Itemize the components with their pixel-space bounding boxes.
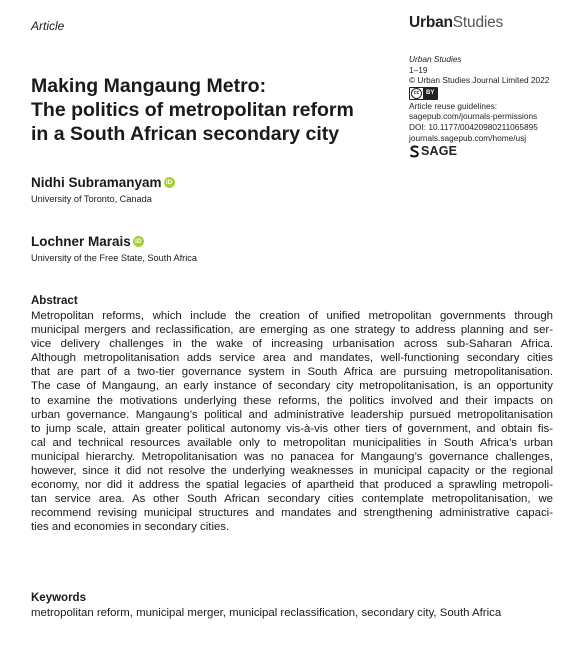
journal-brand-bold: Urban bbox=[409, 14, 453, 31]
meta-doi[interactable]: DOI: 10.1177/00420980211065895 bbox=[409, 121, 538, 132]
article-metadata bbox=[409, 54, 579, 158]
abstract-line: Metropolitan reforms, which include the creation of unified metropolitan governments through bbox=[31, 310, 553, 322]
abstract-line: tan service area. As other South African secondary cities contemplate metropolitanisation, we bbox=[31, 493, 553, 506]
orcid-icon[interactable]: iD bbox=[164, 177, 175, 188]
cc-by-icon: BY bbox=[423, 88, 437, 99]
meta-journal-link[interactable]: journals.sagepub.com/home/usj bbox=[409, 132, 527, 143]
abstract-line: to jump scale, attain greater political autonomy vis-à-vis other tiers of government, and obtain fis- bbox=[31, 422, 553, 435]
meta-pages: 1–19 bbox=[409, 64, 428, 75]
sage-logo bbox=[409, 145, 579, 158]
keywords-heading: Keywords bbox=[31, 592, 86, 604]
author-2-name[interactable]: Lochner Marais bbox=[31, 234, 131, 249]
article-title bbox=[31, 74, 411, 146]
abstract-line: Although metropolitanisation adds service area and mandates, well-functioning secondary cities bbox=[31, 352, 553, 365]
abstract-line: municipal mergers and reclassification, are emerging as one strategy to address planning and ser- bbox=[31, 324, 553, 337]
abstract-line: to examine the motivations underlying these reforms, the politics involved and their impacts on bbox=[31, 394, 553, 407]
abstract-line: vice delivery challenges in the wake of increasing urbanisation across sub-Saharan Africa. bbox=[31, 338, 553, 351]
abstract-line: however, since it did not resolve the underlying weaknesses in municipal capacity or the regional bbox=[31, 465, 553, 478]
abstract-line: that are part of a two-tier governance system in South Africa are pursuing metropolitanisation. bbox=[31, 366, 553, 379]
sage-s-icon bbox=[409, 145, 420, 158]
author-2 bbox=[31, 234, 144, 249]
keywords-text: metropolitan reform, municipal merger, municipal reclassification, secondary city, South Africa bbox=[31, 607, 502, 619]
author-2-affiliation: University of the Free State, South Africa bbox=[31, 253, 197, 263]
title-line-3: in a South African secondary city bbox=[31, 123, 340, 145]
abstract-line: The case of Mangaung, an early instance of secondary city metropolitanisation, is an opportunity bbox=[31, 380, 553, 393]
abstract-heading: Abstract bbox=[31, 295, 78, 307]
abstract-body bbox=[31, 309, 553, 535]
journal-brand-logo bbox=[409, 14, 503, 32]
title-line-2: The politics of metropolitan reform bbox=[31, 99, 354, 121]
cc-icon: cc bbox=[411, 88, 422, 99]
title-line-1: Making Mangaung Metro: bbox=[31, 75, 267, 97]
orcid-icon[interactable]: iD bbox=[133, 236, 144, 247]
abstract-line: ties and economies in secondary cities. bbox=[31, 521, 230, 534]
sage-logo-text: SAGE bbox=[421, 144, 458, 159]
abstract-line: municipal hierarchy. Metropolitanisation was no panacea for Mangaung’s governance challenges, bbox=[31, 450, 553, 463]
abstract-line: urban governance. Mangaung’s political and administrative leadership pursued metropolitanisation bbox=[31, 408, 553, 421]
meta-copyright: © Urban Studies Journal Limited 2022 bbox=[409, 75, 550, 86]
author-1 bbox=[31, 175, 175, 190]
meta-journal: Urban Studies bbox=[409, 54, 462, 64]
cc-license-badge[interactable] bbox=[409, 87, 438, 100]
author-1-name[interactable]: Nidhi Subramanyam bbox=[31, 175, 162, 190]
meta-reuse-link[interactable]: sagepub.com/journals-permissions bbox=[409, 111, 538, 122]
abstract-line: economy, nor did it address the spatial legacies of apartheid that produced a sprawling metropoli- bbox=[31, 479, 553, 492]
journal-brand-light: Studies bbox=[452, 14, 504, 31]
abstract-line: recommend revising municipal structures and mandates and strengthening administrative capaci- bbox=[31, 507, 553, 520]
article-type-label: Article bbox=[31, 19, 65, 33]
abstract-line: cal and technical resources available only to metropolitan municipalities in South Africa’s urban bbox=[31, 436, 553, 449]
author-1-affiliation: University of Toronto, Canada bbox=[31, 194, 152, 204]
meta-reuse-label: Article reuse guidelines: bbox=[409, 100, 498, 111]
